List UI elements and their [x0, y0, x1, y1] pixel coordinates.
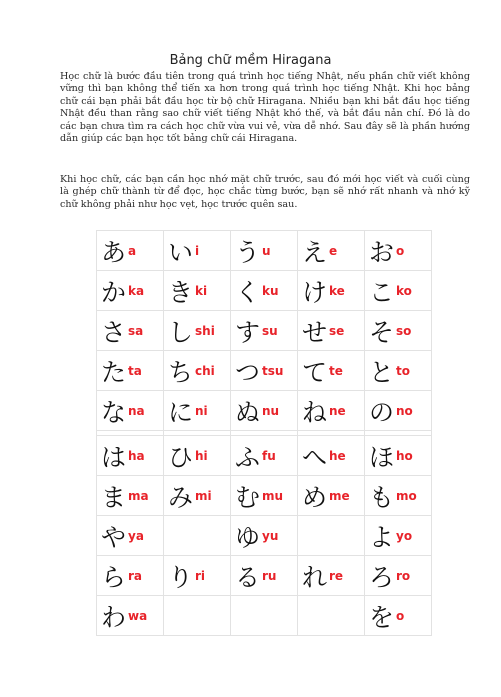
kana-character: り: [168, 562, 194, 592]
table-row: [97, 596, 432, 636]
kana-character: か: [101, 277, 127, 307]
kana-character: ぬ: [235, 397, 261, 427]
hiragana-table: [96, 230, 432, 636]
kana-cell: [298, 271, 365, 311]
kana-character: や: [101, 522, 127, 552]
kana-character: あ: [101, 237, 127, 267]
kana-character: な: [101, 397, 127, 427]
romaji-label: se: [329, 323, 345, 338]
study-tips-paragraph: Khi học chữ, các bạn cần học nhớ mặt chữ trước, sau đó mới học viết và cuối cùng là ghép chữ thành từ để đọc, học chắc từng bước, bạn sẽ nhớ rất nhanh và nhớ kỹ chữ không phải như học vẹt, học trước quên sau.: [60, 174, 470, 210]
kana-cell: [298, 596, 365, 636]
kana-cell: [164, 476, 231, 516]
romaji-label: ho: [396, 448, 413, 463]
romaji-label: me: [329, 488, 350, 503]
romaji-label: ya: [128, 528, 144, 543]
kana-character: た: [101, 357, 127, 387]
romaji-label: a: [128, 243, 137, 258]
kana-cell: [298, 556, 365, 596]
kana-character: よ: [369, 522, 395, 552]
romaji-label: ki: [195, 283, 208, 298]
romaji-label: mu: [262, 488, 284, 503]
kana-character: ま: [101, 482, 127, 512]
romaji-label: te: [329, 363, 343, 378]
kana-character: ふ: [235, 442, 261, 472]
kana-character: う: [235, 237, 261, 267]
romaji-label: su: [262, 323, 278, 338]
romaji-label: ri: [195, 568, 206, 583]
romaji-label: ha: [128, 448, 145, 463]
romaji-label: o: [396, 243, 405, 258]
kana-character: へ: [302, 442, 328, 472]
kana-character: も: [369, 482, 395, 512]
romaji-label: ni: [195, 403, 208, 418]
romaji-label: he: [329, 448, 346, 463]
kana-cell: [97, 516, 164, 556]
table-row: [97, 391, 432, 431]
kana-character: す: [235, 317, 261, 347]
kana-cell: [231, 596, 298, 636]
romaji-label: ke: [329, 283, 345, 298]
kana-cell: [231, 436, 298, 476]
kana-character: ほ: [369, 442, 395, 472]
romaji-label: fu: [262, 448, 276, 463]
romaji-label: hi: [195, 448, 208, 463]
kana-cell: [231, 391, 298, 431]
table-row: [97, 231, 432, 271]
table-row: [97, 271, 432, 311]
kana-character: を: [369, 602, 395, 632]
kana-character: わ: [101, 602, 127, 632]
kana-character: れ: [302, 562, 328, 592]
kana-cell: [164, 311, 231, 351]
kana-cell: [298, 476, 365, 516]
kana-cell: [164, 436, 231, 476]
romaji-label: shi: [195, 323, 215, 338]
romaji-label: wa: [128, 608, 148, 623]
page-title: Bảng chữ mềm Hiragana: [169, 53, 332, 68]
romaji-label: yo: [396, 528, 413, 543]
kana-cell: [164, 231, 231, 271]
intro-paragraph: Học chữ là bước đầu tiên trong quá trình học tiếng Nhật, nếu phần chữ viết không vững thì bạn không thể tiến xa hơn trong quá trình học tiếng Nhật. Khi học bảng chữ cái bạn phải bắt đầu học từ bộ chữ Hiragana. Nhiều bạn khi bắt đầu học tiếng Nhật đều than rằng sao chữ viết tiếng Nhật khó thế, và bắt đầu nản chí. Đó là do các bạn chưa tìm ra cách học chữ vừa vui vẻ, vừa dễ nhớ. Sau đây sẽ là phần hướng dẫn giúp các bạn học tốt bảng chữ cái Hiragana.: [60, 71, 470, 145]
kana-cell: [365, 271, 432, 311]
kana-character: い: [168, 237, 194, 267]
kana-cell: [231, 516, 298, 556]
kana-character: え: [302, 237, 328, 267]
kana-cell: [365, 351, 432, 391]
romaji-label: ku: [262, 283, 279, 298]
romaji-label: ta: [128, 363, 142, 378]
romaji-label: ma: [128, 488, 149, 503]
kana-character: ひ: [168, 442, 194, 472]
kana-character: み: [168, 482, 194, 512]
kana-character: さ: [101, 317, 127, 347]
kana-character: く: [235, 277, 261, 307]
kana-cell: [97, 436, 164, 476]
romaji-label: tsu: [262, 363, 284, 378]
kana-character: に: [168, 397, 194, 427]
table-row: [97, 556, 432, 596]
romaji-label: ro: [396, 568, 411, 583]
kana-cell: [97, 231, 164, 271]
romaji-label: i: [195, 243, 200, 258]
kana-character: こ: [369, 277, 395, 307]
kana-cell: [365, 311, 432, 351]
kana-cell: [164, 596, 231, 636]
kana-cell: [231, 476, 298, 516]
romaji-label: u: [262, 243, 271, 258]
table-row: [97, 311, 432, 351]
kana-character: む: [235, 482, 261, 512]
romaji-label: mo: [396, 488, 417, 503]
kana-cell: [298, 231, 365, 271]
kana-character: る: [235, 562, 261, 592]
romaji-label: mi: [195, 488, 212, 503]
kana-character: の: [369, 397, 395, 427]
kana-cell: [365, 596, 432, 636]
romaji-label: to: [396, 363, 410, 378]
romaji-label: re: [329, 568, 344, 583]
romaji-label: yu: [262, 528, 279, 543]
kana-cell: [298, 436, 365, 476]
kana-cell: [164, 516, 231, 556]
kana-cell: [164, 271, 231, 311]
kana-character: と: [369, 357, 395, 387]
kana-character: し: [168, 317, 194, 347]
kana-character: ろ: [369, 562, 395, 592]
kana-character: ち: [168, 357, 194, 387]
kana-character: お: [369, 237, 395, 267]
kana-cell: [298, 516, 365, 556]
kana-character: つ: [235, 357, 261, 387]
romaji-label: sa: [128, 323, 144, 338]
romaji-label: chi: [195, 363, 215, 378]
romaji-label: ka: [128, 283, 145, 298]
romaji-label: ra: [128, 568, 143, 583]
kana-character: め: [302, 482, 328, 512]
kana-cell: [365, 231, 432, 271]
kana-cell: [164, 556, 231, 596]
kana-cell: [231, 351, 298, 391]
kana-cell: [164, 351, 231, 391]
romaji-label: o: [396, 608, 405, 623]
kana-character: は: [101, 442, 127, 472]
romaji-label: ru: [262, 568, 277, 583]
romaji-label: so: [396, 323, 412, 338]
romaji-label: nu: [262, 403, 280, 418]
kana-character: ら: [101, 562, 127, 592]
kana-cell: [164, 391, 231, 431]
table-row: [97, 516, 432, 556]
kana-cell: [298, 391, 365, 431]
kana-cell: [231, 556, 298, 596]
kana-character: ゆ: [235, 522, 261, 552]
kana-cell: [365, 436, 432, 476]
kana-character: ね: [302, 397, 328, 427]
kana-cell: [298, 351, 365, 391]
kana-cell: [97, 351, 164, 391]
kana-character: き: [168, 277, 194, 307]
kana-cell: [97, 391, 164, 431]
kana-cell: [365, 516, 432, 556]
kana-cell: [365, 556, 432, 596]
kana-character: そ: [369, 317, 395, 347]
romaji-label: e: [329, 243, 338, 258]
kana-cell: [97, 271, 164, 311]
kana-cell: [298, 311, 365, 351]
kana-cell: [365, 391, 432, 431]
romaji-label: ko: [396, 283, 412, 298]
kana-cell: [231, 271, 298, 311]
romaji-label: na: [128, 403, 145, 418]
kana-cell: [97, 476, 164, 516]
kana-cell: [231, 231, 298, 271]
kana-cell: [365, 476, 432, 516]
kana-cell: [97, 556, 164, 596]
kana-cell: [97, 596, 164, 636]
table-row: [97, 436, 432, 476]
romaji-label: ne: [329, 403, 346, 418]
kana-cell: [231, 311, 298, 351]
romaji-label: no: [396, 403, 413, 418]
table-row: [97, 476, 432, 516]
kana-character: せ: [302, 317, 328, 347]
kana-cell: [97, 311, 164, 351]
table-row: [97, 351, 432, 391]
kana-character: て: [302, 357, 328, 387]
kana-character: け: [302, 277, 328, 307]
